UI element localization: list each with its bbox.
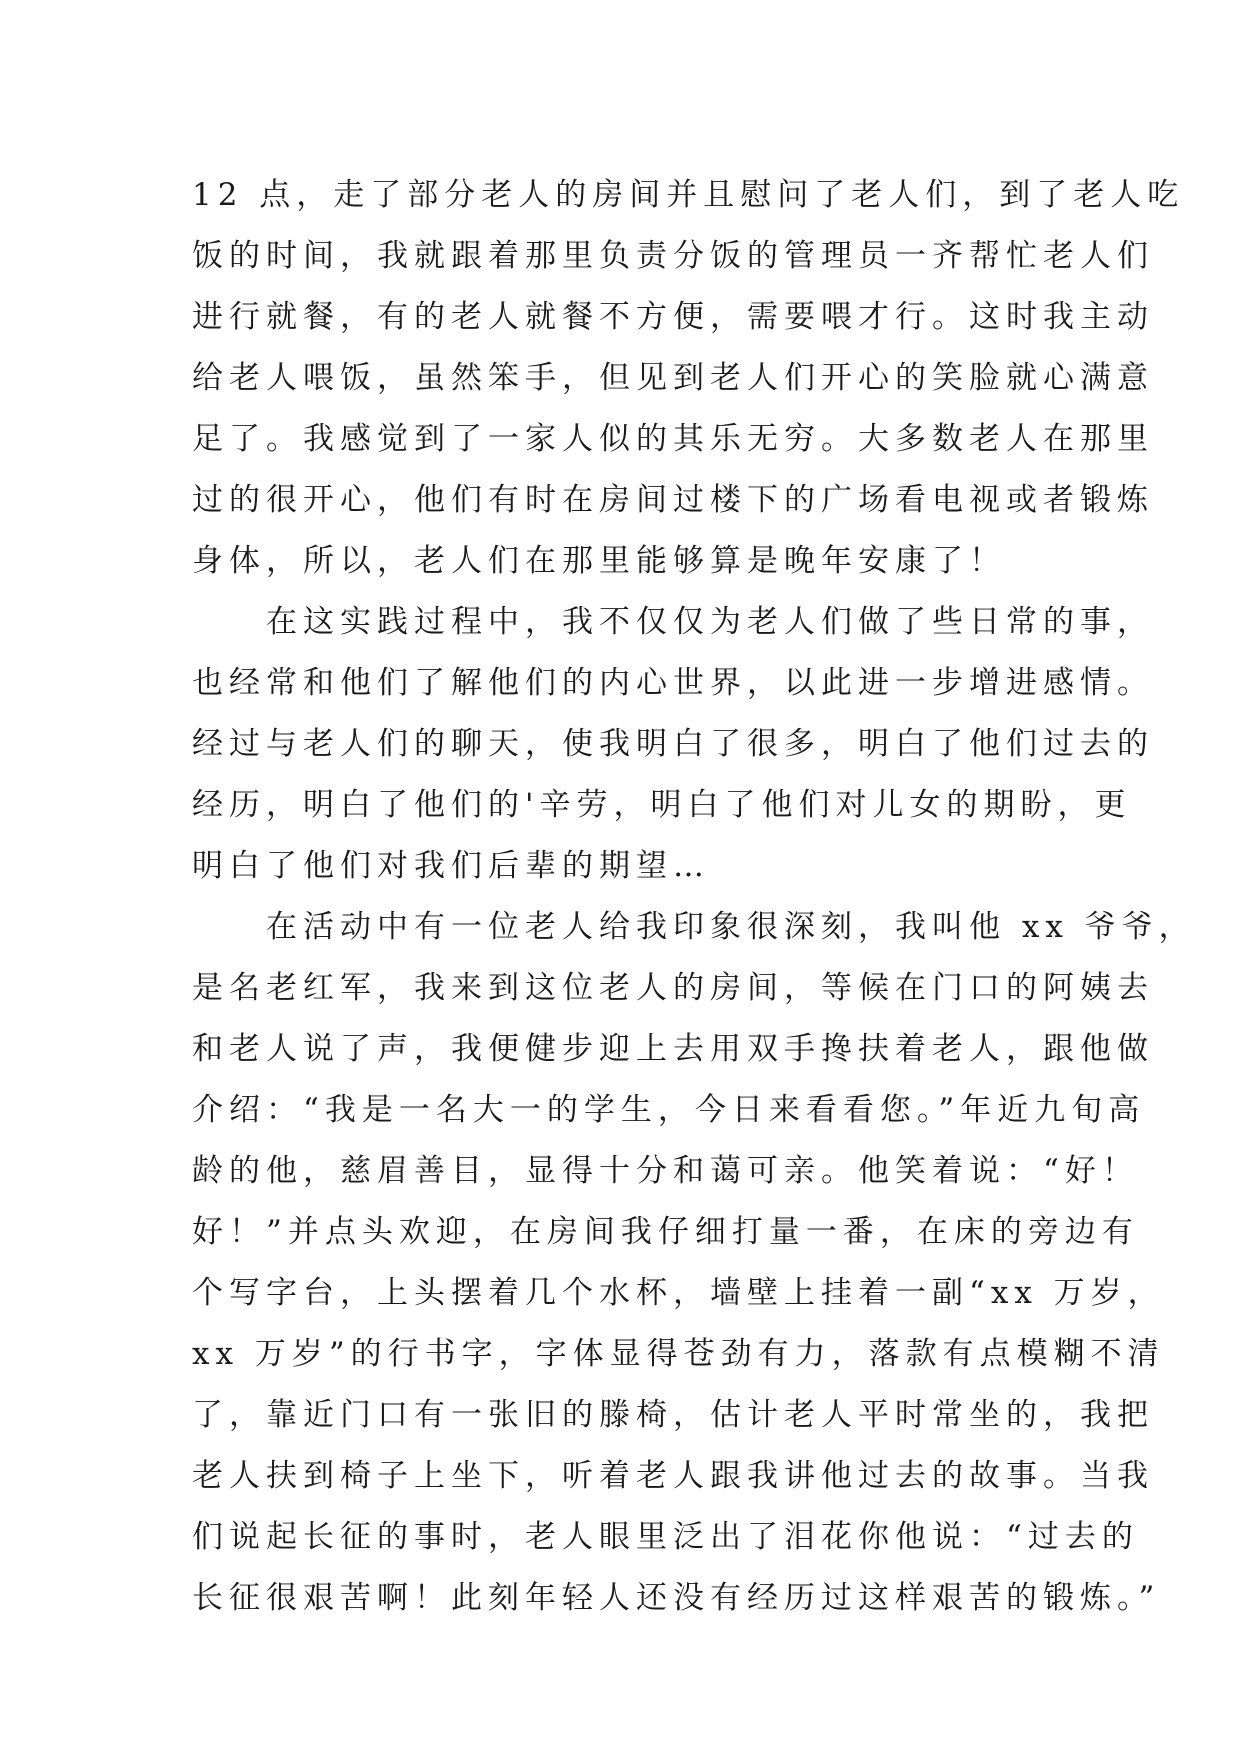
text-line: 们说起长征的事时，老人眼里泛出了泪花你他说：“过去的 — [192, 1519, 1139, 1555]
text-line: xx 万岁”的行书字，字体显得苍劲有力，落款有点模糊不清 — [192, 1336, 1165, 1372]
text-line: 经历，明白了他们的'辛劳，明白了他们对儿女的期盼，更 — [192, 787, 1132, 823]
text-line: 介绍：“我是一名大一的学生，今日来看看您。”年近九旬高 — [192, 1092, 1146, 1128]
text-line: 在这实践过程中，我不仅仅为老人们做了些日常的事， — [192, 604, 1154, 640]
text-line: 明白了他们对我们后辈的期望… — [192, 848, 710, 884]
text-line: 经过与老人们的聊天，使我明白了很多，明白了他们过去的 — [192, 726, 1154, 762]
text-line: 也经常和他们了解他们的内心世界，以此进一步增进感情。 — [192, 665, 1154, 701]
text-line: 饭的时间，我就跟着那里负责分饭的管理员一齐帮忙老人们 — [192, 238, 1154, 274]
text-line: 个写字台，上头摆着几个水杯，墙壁上挂着一副“xx 万岁， — [192, 1275, 1165, 1311]
text-line: 好！”并点头欢迎，在房间我仔细打量一番，在床的旁边有 — [192, 1214, 1139, 1250]
text-line: 在活动中有一位老人给我印象很深刻，我叫他 xx 爷爷， — [192, 909, 1196, 945]
text-line: 身体，所以，老人们在那里能够算是晚年安康了！ — [192, 543, 1006, 579]
text-line: 长征很艰苦啊！此刻年轻人还没有经历过这样艰苦的锻炼。” — [192, 1580, 1161, 1616]
text-line: 足了。我感觉到了一家人似的其乐无穷。大多数老人在那里 — [192, 421, 1154, 457]
text-line: 给老人喂饭，虽然笨手，但见到老人们开心的笑脸就心满意 — [192, 360, 1154, 396]
text-line: 是名老红军，我来到这位老人的房间，等候在门口的阿姨去 — [192, 970, 1154, 1006]
text-line: 老人扶到椅子上坐下，听着老人跟我讲他过去的故事。当我 — [192, 1458, 1154, 1494]
text-line: 和老人说了声，我便健步迎上去用双手搀扶着老人，跟他做 — [192, 1031, 1154, 1067]
text-line: 过的很开心，他们有时在房间过楼下的广场看电视或者锻炼 — [192, 482, 1154, 518]
text-line: 了，靠近门口有一张旧的滕椅，估计老人平时常坐的，我把 — [192, 1397, 1154, 1433]
text-line: 12 点，走了部分老人的房间并且慰问了老人们，到了老人吃 — [192, 177, 1185, 213]
body-text — [192, 165, 1196, 1629]
text-line: 龄的他，慈眉善目，显得十分和蔼可亲。他笑着说：“好！ — [192, 1153, 1139, 1189]
text-line: 进行就餐，有的老人就餐不方便，需要喂才行。这时我主动 — [192, 299, 1154, 335]
